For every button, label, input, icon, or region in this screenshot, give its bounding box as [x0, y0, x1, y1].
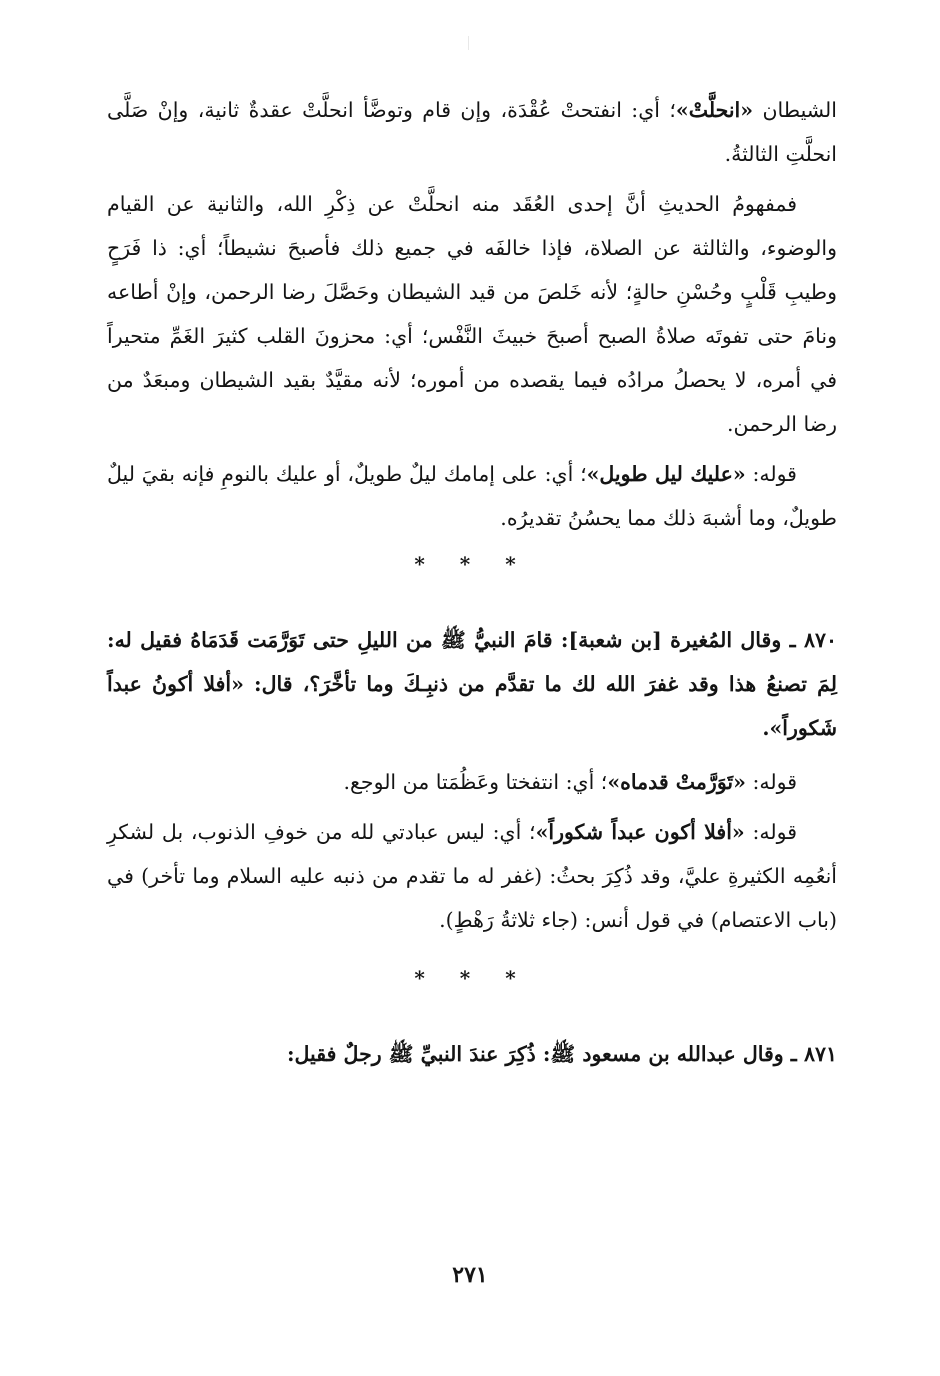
hadith-870: ٨٧٠ ـ وقال المُغيرة [بن شعبة]: قامَ النبيُّ ﷺ من الليلِ حتى تَوَرَّمَت قَدَمَاهُ فقيل له: لِمَ تصنعُ هذا وقد غفرَ الله لك ما تقدَّم من ذنبِـكَ وما تأخَّرَ؟، قال: «أفلا أكونُ عبداً شَكوراً».	[107, 628, 837, 740]
section-separator-2: * * *	[414, 966, 530, 990]
paragraph-1-rest: ؛ أي: انفتحتْ عُقْدَة، وإن قام وتوضَّأ انحلَّتْ عقدةٌ ثانية، وإنْ صَلَّى انحلَّتِ الثالثةُ.	[107, 98, 837, 166]
paragraph-3	[107, 452, 837, 540]
paragraph-4-rest: ؛ أي: انتفختا وعَظُمَتا من الوجع.	[343, 770, 608, 794]
paragraph-3-lead: قوله:	[745, 462, 797, 486]
paragraph-5-rest: ؛ أي: ليس عبادتي لله من خوفِ الذنوب، بل لشكرِ أنعُمِه الكثيرةِ عليَّ، وقد ذُكِرَ بحثُ: (غفر له ما تقدم من ذنبه عليه السلام وما تأخر) في (باب الاعتصام) في قول أنس: (جاء ثلاثةُ رَهْطٍ).	[107, 820, 837, 932]
quote-tawarramat: «تَوَرَّمتْ قدماه»	[607, 770, 746, 794]
paragraph-3-rest: ؛ أي: على إمامك ليلٌ طويلٌ، أو عليك بالنومِ فإنه بقيَ ليلٌ طويلٌ، وما أشبهَ ذلك مما يحسُنُ تقديرُه.	[107, 462, 837, 530]
hadith-871: ٨٧١ ـ وقال عبدالله بن مسعود ﷺ: ذُكِرَ عندَ النبيِّ ﷺ رجلٌ فقيل:	[286, 1042, 837, 1066]
quote-afala-akun: «أفلا أكون عبداً شكوراً»	[535, 820, 745, 844]
page-body	[107, 88, 837, 1076]
scan-mark	[468, 36, 469, 50]
paragraph-4	[107, 760, 837, 804]
paragraph-5-lead: قوله:	[744, 820, 797, 844]
quote-alayka-layl: «عليك ليل طويل»	[586, 462, 746, 486]
page-number: ٢٧١	[452, 1262, 488, 1288]
paragraph-1	[107, 88, 837, 176]
paragraph-1-lead: الشيطان	[753, 98, 837, 122]
paragraph-5	[107, 810, 837, 942]
quote-inhallat: «انحلَّتْ»	[675, 98, 754, 122]
paragraph-4-lead: قوله:	[745, 770, 797, 794]
paragraph-2: فمفهومُ الحديثِ أنَّ إحدى العُقَد منه انحلَّتْ عن ذِكْرِ الله، والثانية عن القيام والوضوء، والثالثة عن الصلاة، فإذا خالفَه في جميع ذلك فأصبحَ نشيطاً؛ أي: ذا فَرَحٍ وطيبِ قَلْبٍ وحُسْنِ حالةٍ؛ لأنه خَلصَ من قيد الشيطان وحَصَّلَ رضا الرحمن، وإنْ أطاعه ونامَ حتى تفوتَه صلاةُ الصبح أصبحَ خبيثَ النَّفْس؛ أي: محزونَ القلب كثيرَ الغَمِّ متحيراً في أمره، لا يحصلُ مرادُه فيما يقصده من أموره؛ لأنه مقيَّدٌ بقيد الشيطان ومبعَدٌ من رضا الرحمن.	[107, 192, 837, 436]
section-separator: * * *	[414, 552, 530, 576]
